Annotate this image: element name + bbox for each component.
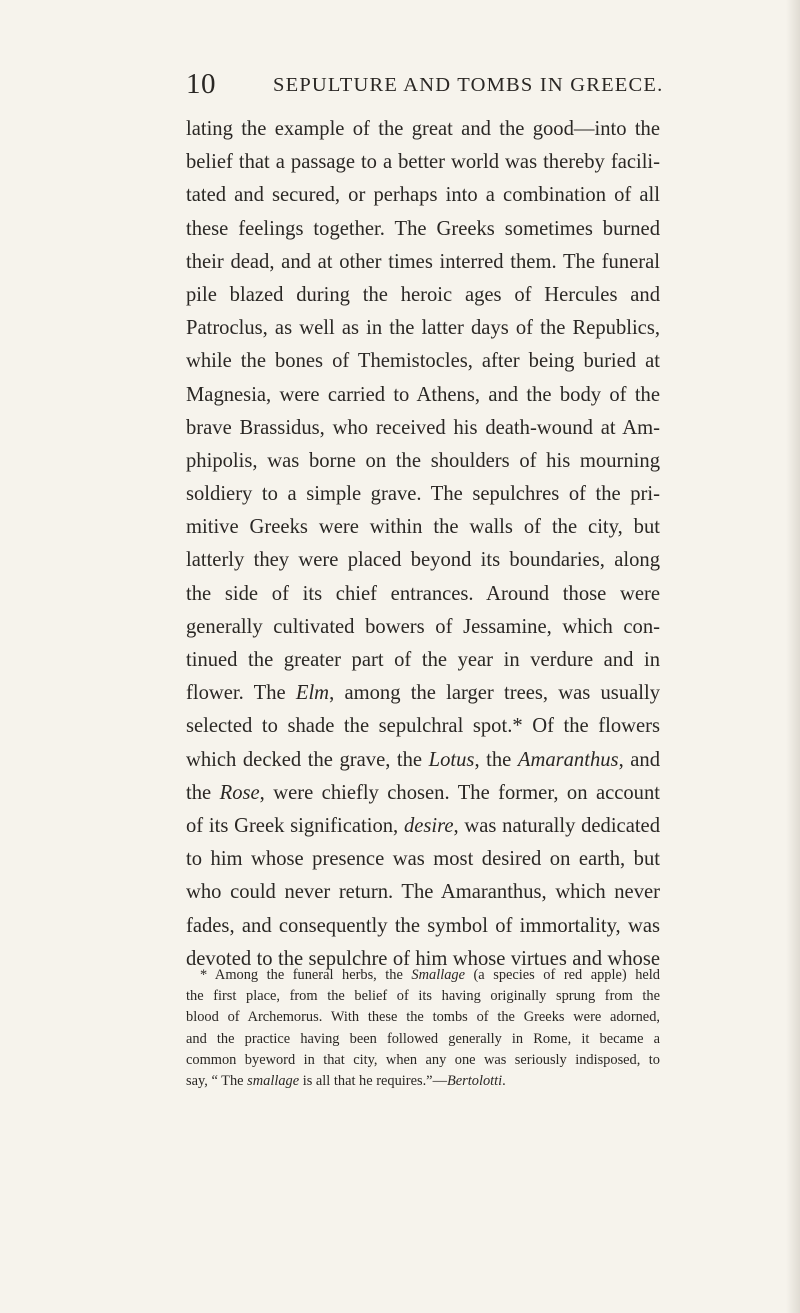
text-line: soldiery to a simple grave. The sepulchres of the pri- — [186, 483, 660, 506]
italic-author-bertolotti: Bertolotti — [446, 1072, 503, 1089]
text-run: * Among the funeral herbs, the — [200, 967, 412, 983]
text-line: pile blazed during the heroic ages of Hercules and — [186, 283, 660, 306]
text-run: of its Greek signification, — [186, 814, 404, 837]
text-line: brave Brassidus, who received his death-wound at Am- — [186, 416, 660, 439]
text-run: is all that he requires.”— — [299, 1072, 447, 1089]
text-run: which decked the grave, the — [186, 748, 429, 771]
italic-term-elm: Elm — [295, 682, 330, 705]
text-line: who could never return. The Amaranthus, which never — [186, 881, 660, 904]
text-line: tated and secured, or perhaps into a combination of all — [186, 184, 660, 207]
text-line-with-italic — [186, 810, 660, 843]
text-line: mitive Greeks were within the walls of the city, but — [186, 516, 660, 539]
text-line: generally cultivated bowers of Jessamine, which con- — [186, 615, 660, 638]
text-line: their dead, and at other times interred them. The funeral — [186, 250, 660, 273]
text-line: phipolis, was borne on the shoulders of his mourning — [186, 449, 660, 472]
italic-term-rose: Rose — [219, 781, 260, 804]
footnote-line: blood of Archemorus. With these the tombs of the Greeks were adorned, — [186, 1009, 660, 1026]
footnote — [186, 965, 660, 1092]
text-run: . — [502, 1072, 506, 1089]
text-line: fades, and consequently the symbol of immortality, was — [186, 914, 660, 937]
text-run: , among the larger trees, was usually — [329, 682, 660, 705]
running-head — [186, 70, 666, 106]
italic-term-smallage: Smallage — [411, 967, 465, 983]
footnote-line: the first place, from the belief of its having originally sprung from the — [186, 988, 660, 1005]
text-line: latterly they were placed beyond its boundaries, along — [186, 549, 660, 572]
italic-term-smallage-2: smallage — [247, 1072, 300, 1089]
text-line: these feelings together. The Greeks sometimes burned — [186, 217, 660, 240]
footnote-line-with-italic — [186, 1071, 660, 1092]
text-line: the side of its chief entrances. Around those were — [186, 582, 660, 605]
text-run: flower. The — [186, 682, 296, 705]
text-line: lating the example of the great and the good—into the — [186, 118, 660, 140]
text-line-with-italic — [186, 777, 660, 810]
text-line: belief that a passage to a better world was thereby facili- — [186, 151, 660, 174]
text-run: say, “ The — [186, 1072, 248, 1089]
text-run: (a species of red apple) held — [464, 967, 660, 983]
text-run: the — [186, 781, 220, 804]
footnote-line: and the practice having been followed generally in Rome, it became a — [186, 1030, 660, 1047]
text-line: Patroclus, as well as in the latter days of the Republics, — [186, 317, 660, 340]
text-run: , the — [474, 748, 518, 771]
text-line-with-italic — [186, 677, 660, 710]
text-line: selected to shade the sepulchral spot.* Of the flowers — [186, 715, 660, 738]
text-line: while the bones of Themistocles, after being buried at — [186, 350, 660, 373]
page-number: 10 — [186, 68, 216, 100]
text-run: , was naturally dedicated — [453, 814, 660, 837]
italic-term-amaranthus: Amaranthus — [517, 748, 619, 771]
running-title: SEPULTURE AND TOMBS IN GREECE. — [273, 74, 664, 96]
footnote-line-with-italic — [186, 965, 660, 986]
text-run: , were chiefly chosen. The former, on account — [259, 781, 660, 804]
italic-term-desire: desire — [403, 814, 454, 837]
text-line: to him whose presence was most desired on earth, but — [186, 848, 660, 871]
text-run: , and — [618, 748, 661, 771]
italic-term-lotus: Lotus — [428, 748, 475, 771]
text-line: Magnesia, were carried to Athens, and the body of the — [186, 383, 660, 406]
footnote-line: common byeword in that city, when any one was seriously indisposed, to — [186, 1051, 660, 1068]
text-line: tinued the greater part of the year in verdure and in — [186, 649, 660, 671]
text-line-with-italic — [186, 744, 660, 777]
page-edge-shadow — [786, 0, 800, 1313]
text-line: devoted to the sepulchre of him whose virtues and whose — [186, 947, 660, 970]
main-text — [186, 113, 660, 976]
